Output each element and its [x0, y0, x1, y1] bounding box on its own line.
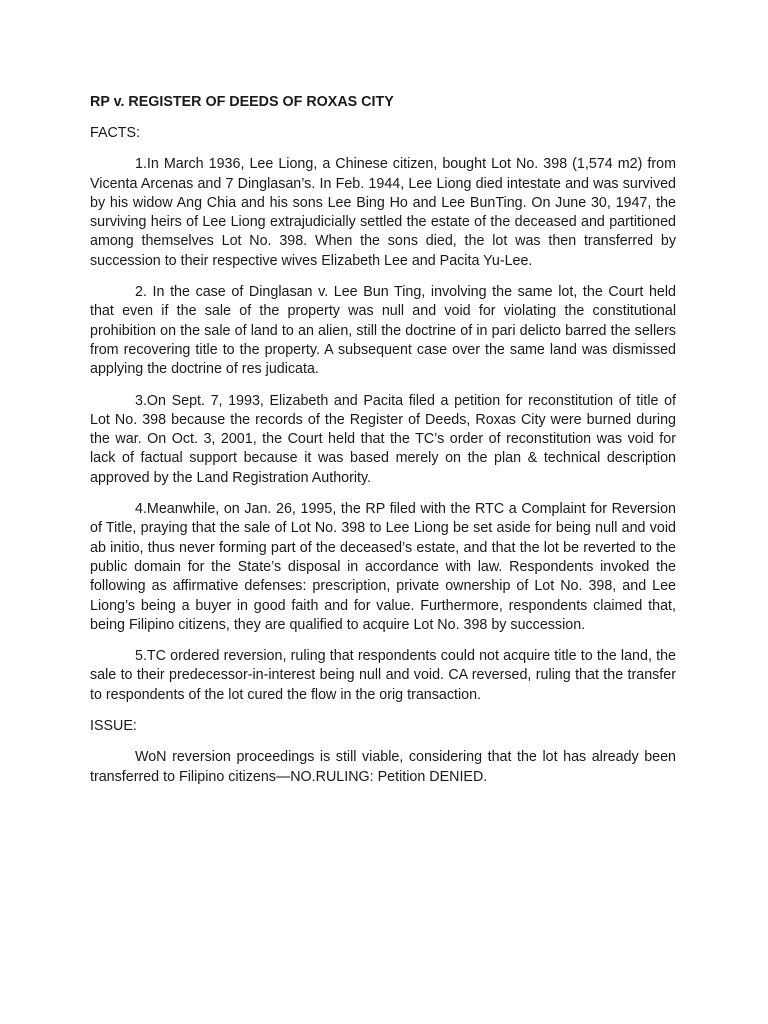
fact-paragraph-3: 3.On Sept. 7, 1993, Elizabeth and Pacita filed a petition for reconstitution of title of Lot No. 398 because the records of the Register of Deeds, Roxas City were burned during the war. On Oct. 3, 2001, the Court held that the TC’s order of reconstitution was void for lack of factual support because it was based merely on the plan & technical description approved by the Land Registration Authority.	[90, 392, 676, 486]
document-title: RP v. REGISTER OF DEEDS OF ROXAS CITY	[90, 94, 394, 110]
facts-heading: FACTS:	[90, 125, 141, 141]
fact-paragraph-5: 5.TC ordered reversion, ruling that respondents could not acquire title to the land, the sale to their predecessor-in-interest being null and void. CA reversed, ruling that the transfer to respondents of the lot cured the flow in the orig transaction.	[90, 648, 676, 703]
fact-paragraph-2: 2. In the case of Dinglasan v. Lee Bun Ting, involving the same lot, the Court held that even if the sale of the property was null and void for violating the constitutional prohibition on the sale of land to an alien, still the doctrine of in pari delicto barred the sellers from recovering title to the property. A subsequent case over the same land was dismissed applying the doctrine of res judicata.	[90, 284, 676, 378]
document-page	[90, 93, 676, 799]
fact-paragraph-1: 1.In March 1936, Lee Liong, a Chinese citizen, bought Lot No. 398 (1,574 m2) from Vicenta Arcenas and 7 Dinglasan’s. In Feb. 1944, Lee Liong died intestate and was survived by his widow Ang Chia and his sons Lee Bing Ho and Lee BunTing. On June 30, 1947, the surviving heirs of Lee Liong extrajudicially settled the estate of the deceased and partitioned among themselves Lot No. 398. When the sons died, the lot was then transferred by succession to their respective wives Elizabeth Lee and Pacita Yu-Lee.	[90, 156, 676, 269]
fact-paragraph-4: 4.Meanwhile, on Jan. 26, 1995, the RP filed with the RTC a Complaint for Reversion of Title, praying that the sale of Lot No. 398 to Lee Liong be set aside for being null and void ab initio, thus never forming part of the deceased’s estate, and that the lot be reverted to the public domain for the State’s disposal in accordance with law. Respondents invoked the following as affirmative defenses: prescription, private ownership of Lot No. 398, and Lee Liong’s being a buyer in good faith and for value. Furthermore, respondents claimed that, being Filipino citizens, they are qualified to acquire Lot No. 398 by succession.	[90, 501, 676, 633]
issue-paragraph: WoN reversion proceedings is still viable, considering that the lot has already been transferred to Filipino citizens—NO.RULING: Petition DENIED.	[90, 749, 676, 785]
issue-heading: ISSUE:	[90, 718, 137, 735]
